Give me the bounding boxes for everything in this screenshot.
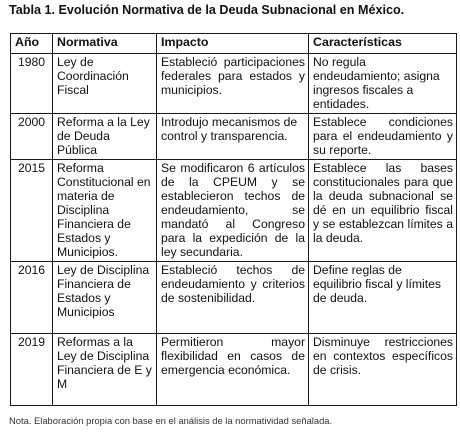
cell-caracteristicas: Define reglas de equilibrio fiscal y límites de deuda. — [309, 262, 457, 334]
cell-impacto: Introdujo mecanismos de control y transparencia. — [157, 114, 309, 160]
header-normativa: Normativa — [53, 34, 157, 54]
table-row — [11, 160, 457, 262]
cell-caracteristicas: Establece condiciones para el endeudamiento y su reporte. — [309, 114, 457, 160]
cell-year: 2019 — [11, 334, 53, 406]
cell-caracteristicas: No regula endeudamiento; asigna ingresos fiscales a entidades. — [309, 54, 457, 114]
header-anio: Año — [11, 34, 53, 54]
cell-caracteristicas: Establece las bases constitucionales para que la deuda subnacional se dé en un equilibrio fiscal y se establezcan límites a la deuda. — [309, 160, 457, 262]
header-caracteristicas: Características — [309, 34, 457, 54]
cell-impacto: Se modificaron 6 artículos de la CPEUM y se establecieron techos de endeudamiento, se mandató al Congreso para la expedición de la ley secundaria. — [157, 160, 309, 262]
table-title: Tabla 1. Evolución Normativa de la Deuda Subnacional en México. — [9, 3, 405, 17]
cell-year: 2000 — [11, 114, 53, 160]
cell-year: 1980 — [11, 54, 53, 114]
table-row — [11, 334, 457, 406]
normative-table — [10, 33, 457, 406]
cell-year: 2015 — [11, 160, 53, 262]
header-impacto: Impacto — [157, 34, 309, 54]
table-header-row — [11, 34, 457, 54]
cell-normativa: Reforma Constitucional en materia de Disciplina Financiera de Estados y Municipios. — [53, 160, 157, 262]
cell-impacto: Estableció participaciones federales para estados y municipios. — [157, 54, 309, 114]
cell-normativa: Reformas a la Ley de Disciplina Financiera de E y M — [53, 334, 157, 406]
table-note: Nota. Elaboración propia con base en el análisis de la normatividad señalada. — [9, 415, 333, 426]
cell-normativa: Ley de Disciplina Financiera de Estados y Municipios — [53, 262, 157, 334]
cell-impacto: Estableció techos de endeudamiento y criterios de sostenibilidad. — [157, 262, 309, 334]
table-row — [11, 54, 457, 114]
cell-caracteristicas: Disminuye restricciones en contextos específicos de crisis. — [309, 334, 457, 406]
cell-normativa: Reforma a la Ley de Deuda Pública — [53, 114, 157, 160]
cell-normativa: Ley de Coordinación Fiscal — [53, 54, 157, 114]
table-row — [11, 114, 457, 160]
cell-impacto: Permitieron mayor flexibilidad en casos de emergencia económica. — [157, 334, 309, 406]
table-row — [11, 262, 457, 334]
cell-year: 2016 — [11, 262, 53, 334]
